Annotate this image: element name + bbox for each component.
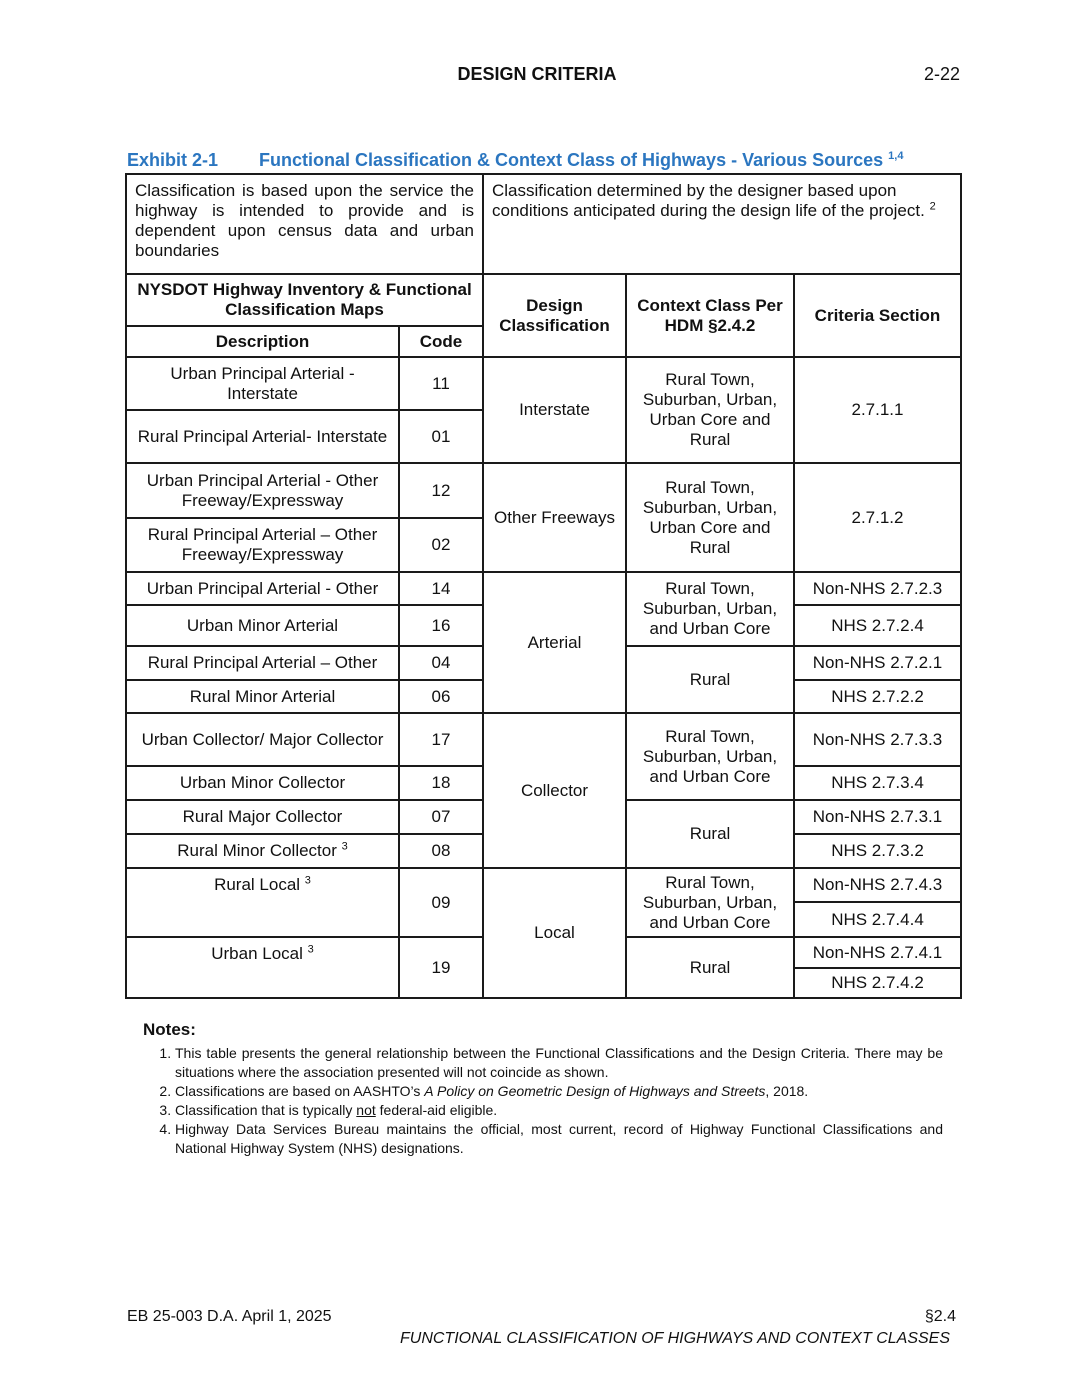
table-row-code: 01 xyxy=(399,410,483,463)
criteria-section-header: Criteria Section xyxy=(794,274,961,357)
table-row-code: 19 xyxy=(399,937,483,998)
notes-list xyxy=(143,1044,943,1158)
criteria-arterial-urban-nhs: NHS 2.7.2.4 xyxy=(794,605,961,646)
description-header: Description xyxy=(126,326,399,357)
criteria-arterial-urban-nonnhs: Non-NHS 2.7.2.3 xyxy=(794,572,961,605)
row-footnote-ref: 3 xyxy=(341,840,348,853)
table-row-description: Urban Collector/ Major Collector xyxy=(126,713,399,766)
table-row-code: 16 xyxy=(399,605,483,646)
row-description-text: Rural Local xyxy=(214,875,301,894)
table-row-code: 02 xyxy=(399,518,483,572)
criteria-local-urban-nonnhs: Non-NHS 2.7.4.3 xyxy=(794,868,961,902)
table-row-code: 06 xyxy=(399,680,483,713)
table-row-code: 09 xyxy=(399,868,483,937)
design-class-collector: Collector xyxy=(483,713,626,868)
design-class-local: Local xyxy=(483,868,626,998)
notes-heading: Notes: xyxy=(143,1020,196,1039)
exhibit-footnote-refs: 1,4 xyxy=(888,150,904,162)
page-number: 2-22 xyxy=(923,64,960,84)
table-row-code: 07 xyxy=(399,800,483,834)
table-row-description: Rural Principal Arterial- Interstate xyxy=(126,410,399,463)
table-row-description: Rural Minor Arterial xyxy=(126,680,399,713)
code-header: Code xyxy=(399,326,483,357)
context-collector-urban: Rural Town, Suburban, Urban, and Urban Core xyxy=(626,713,794,800)
row-description-text: Rural Minor Collector xyxy=(177,841,337,860)
context-freeways: Rural Town, Suburban, Urban, Urban Core and Rural xyxy=(626,463,794,572)
row-footnote-ref: 3 xyxy=(304,874,311,887)
table-row-description: Urban Principal Arterial - Other xyxy=(126,572,399,605)
exhibit-label: Exhibit 2-1 xyxy=(127,150,219,170)
criteria-collector-rural-nhs: NHS 2.7.3.2 xyxy=(794,834,961,868)
criteria-interstate: 2.7.1.1 xyxy=(794,357,961,463)
note-text: , 2018. xyxy=(765,1083,809,1099)
criteria-freeways: 2.7.1.2 xyxy=(794,463,961,572)
table-row-description: Rural Major Collector xyxy=(126,800,399,834)
context-local-rural: Rural xyxy=(626,937,794,998)
table-row-code: 18 xyxy=(399,766,483,800)
criteria-local-rural-nonnhs: Non-NHS 2.7.4.1 xyxy=(794,937,961,968)
table-row-description: Urban Minor Collector xyxy=(126,766,399,800)
note-text: Classification that is typically xyxy=(175,1102,357,1118)
context-collector-rural: Rural xyxy=(626,800,794,868)
table-row-code: 17 xyxy=(399,713,483,766)
intro-right xyxy=(483,174,961,274)
table-row-description: Urban Principal Arterial - Interstate xyxy=(126,357,399,410)
criteria-local-urban-nhs: NHS 2.7.4.4 xyxy=(794,902,961,937)
criteria-collector-urban-nonnhs: Non-NHS 2.7.3.3 xyxy=(794,713,961,766)
notes-section xyxy=(143,1020,943,1158)
classification-table xyxy=(125,173,962,999)
footer-section: §2.4 xyxy=(924,1308,956,1325)
note-text: Classifications are based on AASHTO’s xyxy=(175,1083,425,1099)
page-header-title: DESIGN CRITERIA xyxy=(457,64,617,84)
table-row-code: 08 xyxy=(399,834,483,868)
table-row-code: 11 xyxy=(399,357,483,410)
table-row-code: 12 xyxy=(399,463,483,518)
criteria-arterial-rural-nonnhs: Non-NHS 2.7.2.1 xyxy=(794,646,961,680)
table-row-description xyxy=(126,834,399,868)
footer-document-id: EB 25-003 D.A. April 1, 2025 xyxy=(127,1308,332,1325)
exhibit-caption: Functional Classification & Context Class of Highways - Various Sources xyxy=(259,150,884,170)
table-row-description xyxy=(126,868,399,937)
criteria-collector-rural-nonnhs: Non-NHS 2.7.3.1 xyxy=(794,800,961,834)
table-row-description: Rural Principal Arterial – Other Freeway/Expressway xyxy=(126,518,399,572)
context-arterial-urban: Rural Town, Suburban, Urban, and Urban Core xyxy=(626,572,794,646)
note-text: federal-aid eligible. xyxy=(375,1102,498,1118)
table-row-description: Urban Minor Arterial xyxy=(126,605,399,646)
row-footnote-ref: 3 xyxy=(307,943,314,956)
criteria-local-rural-nhs: NHS 2.7.4.2 xyxy=(794,968,961,998)
design-classification-header: Design Classification xyxy=(483,274,626,357)
design-class-arterial: Arterial xyxy=(483,572,626,713)
table-row-code: 14 xyxy=(399,572,483,605)
note-emphasis: not xyxy=(356,1102,376,1118)
exhibit-title xyxy=(127,150,903,171)
intro-right-ref: 2 xyxy=(929,200,936,213)
inventory-header: NYSDOT Highway Inventory & Functional Classification Maps xyxy=(126,274,483,326)
criteria-arterial-rural-nhs: NHS 2.7.2.2 xyxy=(794,680,961,713)
criteria-collector-urban-nhs: NHS 2.7.3.4 xyxy=(794,766,961,800)
intro-left: Classification is based upon the service the highway is intended to provide and is dependent upon census data and urban boundaries xyxy=(126,174,483,274)
table-row-description: Urban Principal Arterial - Other Freeway/Expressway xyxy=(126,463,399,518)
table-row-code: 04 xyxy=(399,646,483,680)
row-description-text: Urban Local xyxy=(211,944,303,963)
note-item: 1. This table presents the general relationship between the Functional Classifications and the Design Criteria. There may be situations where the association presented will not coincide as shown. xyxy=(175,1044,943,1082)
note-publication-title: A Policy on Geometric Design of Highways and Streets xyxy=(424,1083,766,1099)
table-row-description: Rural Principal Arterial – Other xyxy=(126,646,399,680)
context-class-header: Context Class Per HDM §2.4.2 xyxy=(626,274,794,357)
design-class-freeways: Other Freeways xyxy=(483,463,626,572)
context-local-urban: Rural Town, Suburban, Urban, and Urban Core xyxy=(626,868,794,937)
design-class-interstate: Interstate xyxy=(483,357,626,463)
context-interstate: Rural Town, Suburban, Urban, Urban Core and Rural xyxy=(626,357,794,463)
context-arterial-rural: Rural xyxy=(626,646,794,713)
intro-right-text: Classification determined by the designer based upon conditions anticipated during the design life of the project. xyxy=(492,181,925,220)
note-item xyxy=(175,1082,943,1101)
note-item xyxy=(175,1101,943,1120)
note-item: 4. Highway Data Services Bureau maintains the official, most current, record of Highway Functional Classifications and National Highway System (NHS) designations. xyxy=(175,1120,943,1158)
footer-section-title: FUNCTIONAL CLASSIFICATION OF HIGHWAYS AND CONTEXT CLASSES xyxy=(399,1330,950,1347)
table-row-description xyxy=(126,937,399,998)
